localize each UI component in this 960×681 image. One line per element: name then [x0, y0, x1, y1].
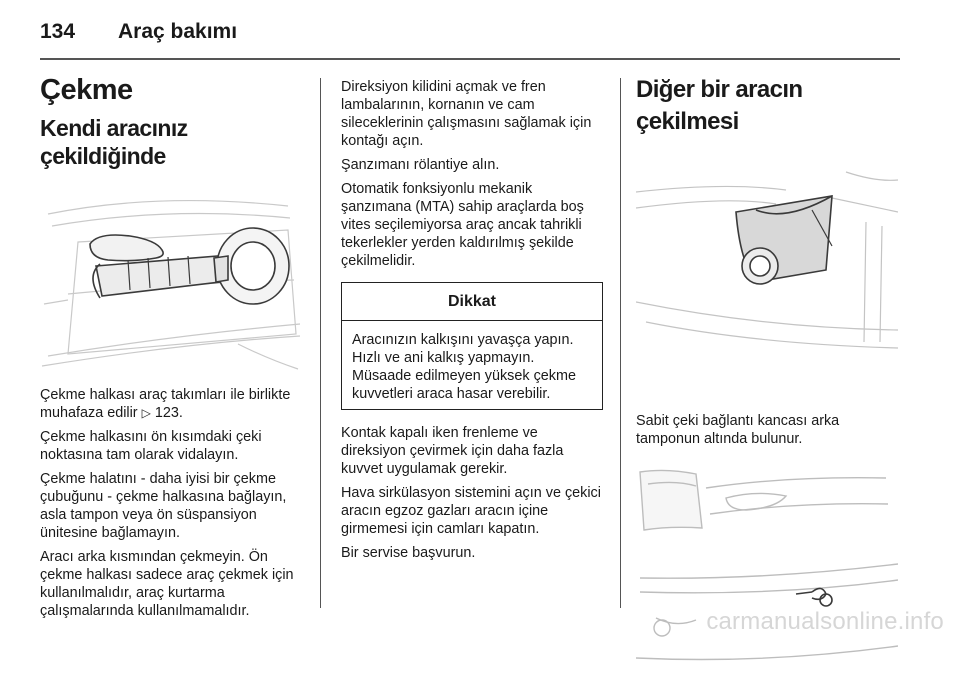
paragraph-service: Bir servise başvurun. — [341, 545, 476, 561]
watermark: carmanualsonline.info — [706, 608, 944, 635]
column-divider-1 — [320, 78, 321, 608]
warning-box — [341, 282, 603, 410]
paragraph-ventilation: Hava sirkülasyon sistemini açın ve çekici aracın egzoz gazları aracın içine girmemesi için camları kapatın. — [341, 485, 601, 537]
rear-bumper-illustration — [636, 468, 898, 676]
column-divider-2 — [620, 78, 621, 608]
paragraph-ignition: Direksiyon kilidini açmak ve fren lambalarının, kornanın ve cam sileceklerinin çalışmasını sağlamak için kontağı açın. — [341, 79, 592, 149]
towing-hook-icon — [636, 152, 898, 352]
column-middle — [341, 78, 603, 568]
section-subheading: Kendi aracınız çekildiğinde — [40, 115, 188, 169]
warning-text: Aracınızın kalkışını yavaşça yapın. Hızlı ve ani kalkış yapmayın. Müsaade edilmeyen yüksek çekme kuvvetleri araca hasar verebilir. — [352, 332, 576, 402]
section-heading: Çekme — [40, 74, 133, 106]
section-heading-towing-other: Diğer bir aracın çekilmesi — [636, 76, 803, 135]
warning-body — [342, 321, 602, 409]
column-right — [636, 74, 900, 676]
storage-text: Çekme halkası araç takımları ile birlikte muhafaza edilir — [40, 387, 291, 421]
warning-title: Dikkat — [342, 283, 602, 321]
page-number: 134 — [40, 20, 76, 43]
paragraph-storage — [40, 386, 302, 422]
header-title: Araç bakımı — [118, 20, 238, 43]
paragraph-neutral: Şanzımanı rölantiye alın. — [341, 157, 500, 173]
paragraph-screw-in: Çekme halkasını ön kısımdaki çeki noktasına tam olarak vidalayın. — [40, 429, 262, 463]
header-rule — [40, 58, 900, 60]
paragraph-attach-rope: Çekme halatını - daha iyisi bir çekme çubuğunu - çekme halkasına bağlayın, asla tampon veya ön süspansiyon ünitesine bağlamayın. — [40, 471, 287, 541]
page-header — [40, 16, 900, 56]
towing-eye-icon — [38, 184, 302, 374]
paragraph-braking: Kontak kapalı iken frenleme ve direksiyon çevirmek için daha fazla kuvvet uygulamak gerekir. — [341, 425, 564, 477]
column-left — [40, 74, 302, 626]
arrow-reference-icon: ▷ — [141, 406, 151, 420]
paragraph-mta: Otomatik fonksiyonlu mekanik şanzımana (MTA) sahip araçlarda boş vites seçilemiyorsa araç ancak tahrikli tekerlekler yerden kaldırılmış şekilde çekilmelidir. — [341, 181, 584, 269]
rear-towing-eye-illustration — [636, 152, 898, 352]
rear-bumper-icon — [636, 468, 898, 676]
paragraph-rear-hook: Sabit çeki bağlantı kancası arka tamponun altında bulunur. — [636, 413, 840, 447]
paragraph-rear-towing: Aracı arka kısmından çekmeyin. Ön çekme halkası sadece araç çekmek için kullanılmalıdır, araç kurtarma çalışmalarında kullanılmamalıdır. — [40, 549, 294, 619]
towing-eye-illustration — [38, 184, 302, 374]
page-reference[interactable]: 123. — [154, 405, 183, 421]
